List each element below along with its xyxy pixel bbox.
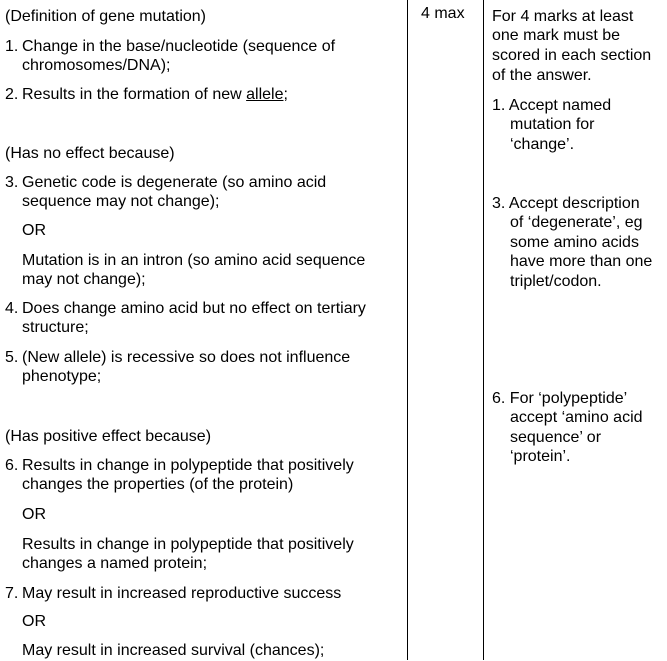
point-text-line: sequence may not change); <box>22 193 220 210</box>
guidance-note-1-line: mutation for <box>510 116 595 133</box>
or-label: OR <box>22 613 46 630</box>
point-number: 6. <box>5 457 19 474</box>
guidance-note-6-line: accept ‘amino acid <box>510 409 643 426</box>
point-text-fragment: Results in the formation of new <box>22 86 247 103</box>
guidance-intro-line: of the answer. <box>492 67 592 84</box>
point-number: 3. <box>5 174 19 191</box>
guidance-note-3-line: have more than one <box>510 253 653 270</box>
guidance-intro-line: one mark must be <box>492 27 621 44</box>
point-text-line: changes the properties (of the protein) <box>22 476 294 493</box>
point-number: 7. <box>5 585 19 602</box>
marks-value: 4 max <box>421 5 465 22</box>
point-text-line: Does change amino acid but no effect on tertiary <box>22 300 366 317</box>
point-number: 1. <box>5 38 19 55</box>
point-text-fragment: ; <box>283 86 288 103</box>
point-text-line: may not change); <box>22 271 146 288</box>
point-text-line: chromosomes/DNA); <box>22 57 171 74</box>
underlined-term: allele <box>246 86 284 103</box>
guidance-note-3-line: some amino acids <box>510 234 639 251</box>
point-number: 4. <box>5 300 19 317</box>
section-heading-definition: (Definition of gene mutation) <box>5 8 206 25</box>
guidance-note-3-line: of ‘degenerate’, eg <box>510 214 643 231</box>
or-label: OR <box>22 222 46 239</box>
section-heading-positive-effect: (Has positive effect because) <box>5 428 212 445</box>
point-number: 5. <box>5 349 19 366</box>
guidance-note-3-line: 3. Accept description <box>492 195 640 212</box>
guidance-intro-line: For 4 marks at least <box>492 8 634 25</box>
point-number: 2. <box>5 86 19 103</box>
column-divider-left <box>407 0 408 660</box>
point-text-line: structure; <box>22 319 89 336</box>
point-text-line: Genetic code is degenerate (so amino acid <box>22 174 327 191</box>
point-text-line: (New allele) is recessive so does not influence <box>22 349 351 366</box>
guidance-note-6-line: ‘protein’. <box>510 448 571 465</box>
point-text-line: Results in change in polypeptide that positively <box>22 457 354 474</box>
or-label: OR <box>22 506 46 523</box>
point-text-line: Results in change in polypeptide that positively <box>22 536 354 553</box>
point-text-line <box>22 85 288 105</box>
column-divider-right <box>483 0 484 660</box>
guidance-note-6-line: 6. For ‘polypeptide’ <box>492 390 628 407</box>
guidance-note-1-line: 1. Accept named <box>492 97 612 114</box>
guidance-note-6-line: sequence’ or <box>510 429 602 446</box>
point-text-line: May result in increased survival (chances); <box>22 642 325 659</box>
point-text-line: Mutation is in an intron (so amino acid sequence <box>22 252 366 269</box>
point-text-line: phenotype; <box>22 368 102 385</box>
guidance-note-1-line: ‘change’. <box>510 136 575 153</box>
point-text-line: changes a named protein; <box>22 555 208 572</box>
section-heading-no-effect: (Has no effect because) <box>5 145 175 162</box>
point-text-line: Change in the base/nucleotide (sequence of <box>22 38 336 55</box>
guidance-intro-line: scored in each section <box>492 47 652 64</box>
point-text-line: May result in increased reproductive success <box>22 585 342 602</box>
guidance-note-3-line: triplet/codon. <box>510 273 602 290</box>
